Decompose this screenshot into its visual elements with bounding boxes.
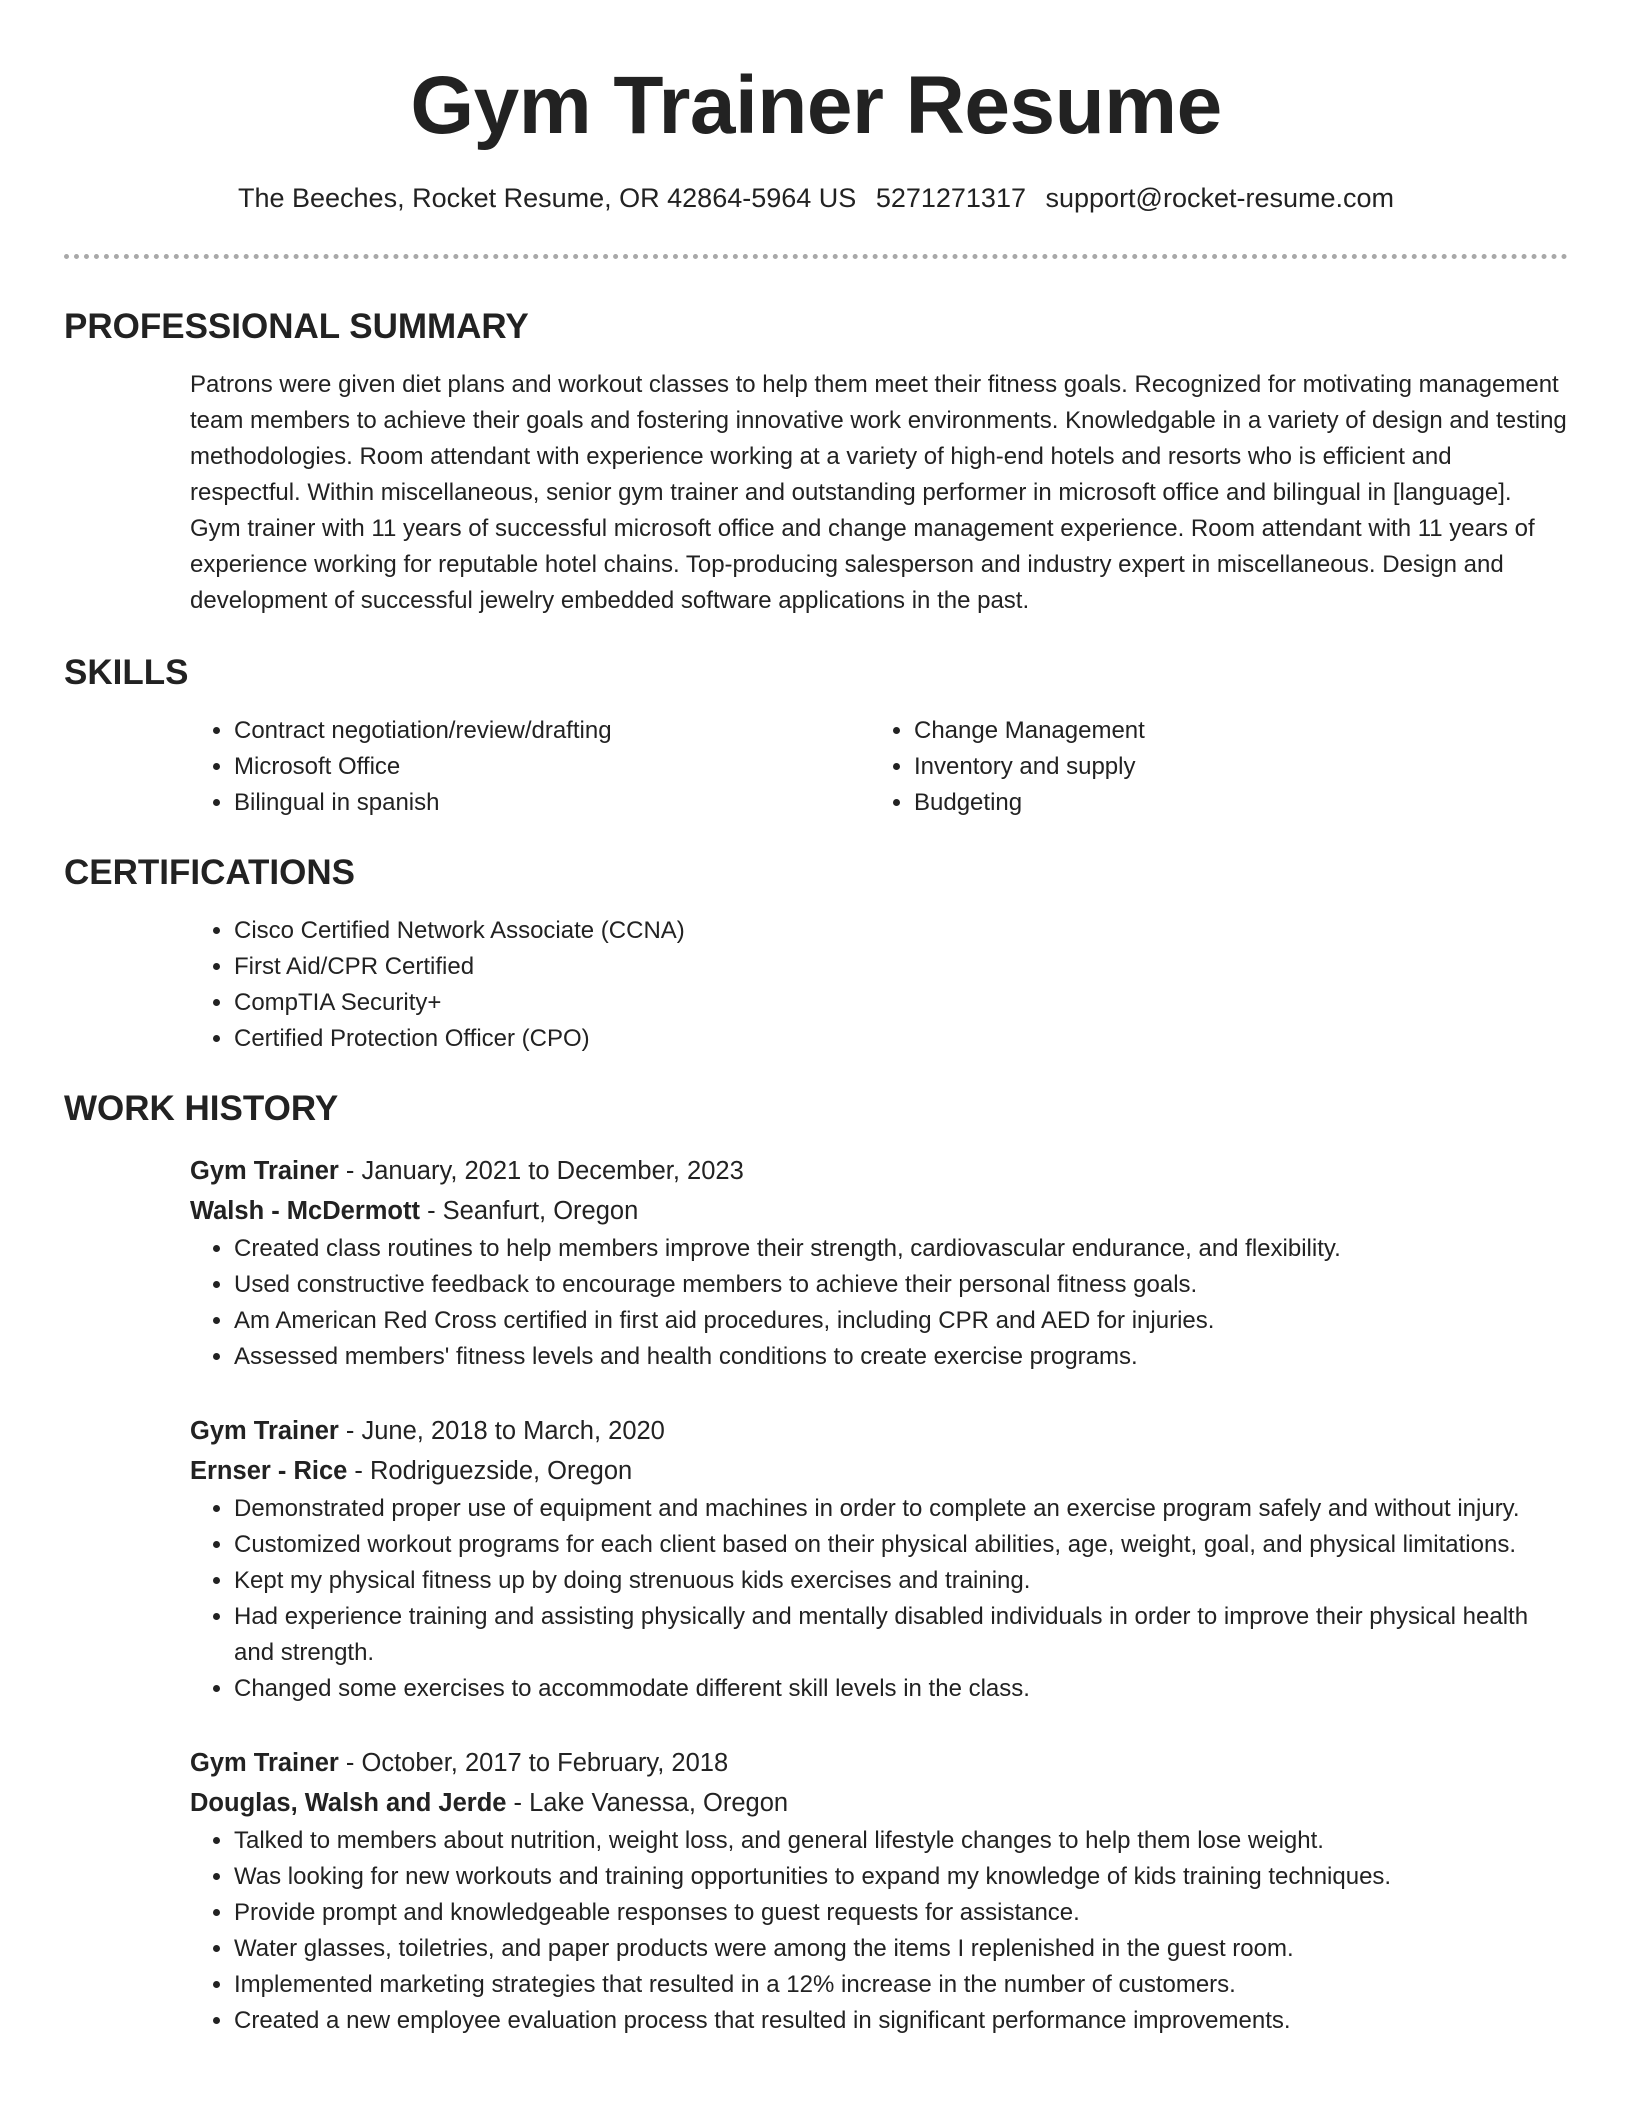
job-title: Gym Trainer: [190, 1157, 339, 1185]
job-company: Walsh - McDermott: [190, 1197, 420, 1225]
summary-heading: PROFESSIONAL SUMMARY: [64, 307, 529, 346]
skill-item: • Change Management: [914, 713, 1550, 749]
skills-grid: [190, 713, 1568, 821]
job-duty: • Assessed members' fitness levels and health conditions to create exercise programs.: [234, 1339, 1568, 1375]
job-company-line: [190, 1451, 1568, 1491]
job-entry: [190, 1743, 1568, 2039]
job-company-line: [190, 1783, 1568, 1823]
job-dates: - January, 2021 to December, 2023: [338, 1157, 744, 1185]
skills-heading: SKILLS: [64, 653, 189, 692]
page-title: Gym Trainer Resume: [410, 60, 1222, 151]
job-duty: • Demonstrated proper use of equipment and machines in order to complete an exercise program safely and without injury.: [234, 1491, 1568, 1527]
job-duty: • Had experience training and assisting physically and mentally disabled individuals in order to improve their physical health and strength.: [234, 1599, 1568, 1671]
certifications-list-wrap: [190, 913, 1568, 1057]
job-duties-list: [190, 1231, 1568, 1375]
job-duty: • Created class routines to help members improve their strength, cardiovascular endurance, and flexibility.: [234, 1231, 1568, 1267]
certifications-heading: CERTIFICATIONS: [64, 853, 356, 892]
job-title: Gym Trainer: [190, 1417, 339, 1445]
work-history-section: [64, 1087, 1568, 2039]
certifications-list: [190, 913, 1568, 1057]
job-location: - Lake Vanessa, Oregon: [506, 1789, 789, 1817]
job-title-line: [190, 1151, 1568, 1191]
job-duty: • Kept my physical fitness up by doing strenuous kids exercises and training.: [234, 1563, 1568, 1599]
job-entry: [190, 1411, 1568, 1707]
header-divider: [64, 254, 1568, 259]
contact-phone: 5271271317: [875, 183, 1026, 213]
skills-list-left: [190, 713, 870, 821]
job-duty: • Water glasses, toiletries, and paper products were among the items I replenished in the guest room.: [234, 1931, 1568, 1967]
skill-item: • Budgeting: [914, 785, 1550, 821]
skill-item: • Microsoft Office: [234, 749, 870, 785]
summary-section: [64, 305, 1568, 619]
job-company: Douglas, Walsh and Jerde: [190, 1789, 507, 1817]
certification-item: • Cisco Certified Network Associate (CCNA): [234, 913, 1568, 949]
job-entry: [190, 1151, 1568, 1375]
job-duty: • Customized workout programs for each client based on their physical abilities, age, weight, goal, and physical limitations.: [234, 1527, 1568, 1563]
job-location: - Rodriguezside, Oregon: [347, 1457, 633, 1485]
contact-address: The Beeches, Rocket Resume, OR 42864-5964 US: [237, 183, 857, 213]
job-duty: • Am American Red Cross certified in first aid procedures, including CPR and AED for injuries.: [234, 1303, 1568, 1339]
job-title: Gym Trainer: [190, 1749, 339, 1777]
certification-item: • CompTIA Security+: [234, 985, 1568, 1021]
job-duties-list: [190, 1491, 1568, 1707]
job-company: Ernser - Rice: [190, 1457, 348, 1485]
job-duty: • Created a new employee evaluation process that resulted in significant performance improvements.: [234, 2003, 1568, 2039]
work-history-heading: WORK HISTORY: [64, 1089, 339, 1128]
skill-item: • Inventory and supply: [914, 749, 1550, 785]
job-title-line: [190, 1743, 1568, 1783]
job-duty: • Used constructive feedback to encourage members to achieve their personal fitness goals.: [234, 1267, 1568, 1303]
skill-item: • Bilingual in spanish: [234, 785, 870, 821]
job-duty: • Talked to members about nutrition, weight loss, and general lifestyle changes to help them lose weight.: [234, 1823, 1568, 1859]
skills-section: [64, 651, 1568, 821]
job-duties-list: [190, 1823, 1568, 2039]
summary-text: Patrons were given diet plans and workout classes to help them meet their fitness goals. Recognized for motivating management team members to achieve their goals and fostering innovative work environments. Knowledgable in a variety of design and testing methodologies. Room attendant with experience working at a variety of high-end hotels and resorts who is efficient and respectful. Within miscellaneous, senior gym trainer and outstanding performer in microsoft office and bilingual in [language]. Gym trainer with 11 years of successful microsoft office and change management experience. Room attendant with 11 years of experience working for reputable hotel chains. Top-producing salesperson and industry expert in miscellaneous. Design and development of successful jewelry embedded software applications in the past.: [190, 371, 1567, 614]
skills-list-right: [870, 713, 1550, 821]
job-title-line: [190, 1411, 1568, 1451]
job-duty: • Changed some exercises to accommodate different skill levels in the class.: [234, 1671, 1568, 1707]
skill-item: • Contract negotiation/review/drafting: [234, 713, 870, 749]
job-dates: - October, 2017 to February, 2018: [338, 1749, 729, 1777]
job-location: - Seanfurt, Oregon: [420, 1197, 639, 1225]
resume-page: [64, 0, 1568, 2039]
certifications-section: [64, 851, 1568, 1057]
job-duty: • Provide prompt and knowledgeable responses to guest requests for assistance.: [234, 1895, 1568, 1931]
job-duty: • Implemented marketing strategies that resulted in a 12% increase in the number of customers.: [234, 1967, 1568, 2003]
job-company-line: [190, 1191, 1568, 1231]
job-dates: - June, 2018 to March, 2020: [338, 1417, 665, 1445]
job-duty: • Was looking for new workouts and training opportunities to expand my knowledge of kids training techniques.: [234, 1859, 1568, 1895]
contact-line: [64, 180, 1568, 216]
certification-item: • First Aid/CPR Certified: [234, 949, 1568, 985]
contact-email: support@rocket-resume.com: [1045, 183, 1395, 213]
certification-item: • Certified Protection Officer (CPO): [234, 1021, 1568, 1057]
